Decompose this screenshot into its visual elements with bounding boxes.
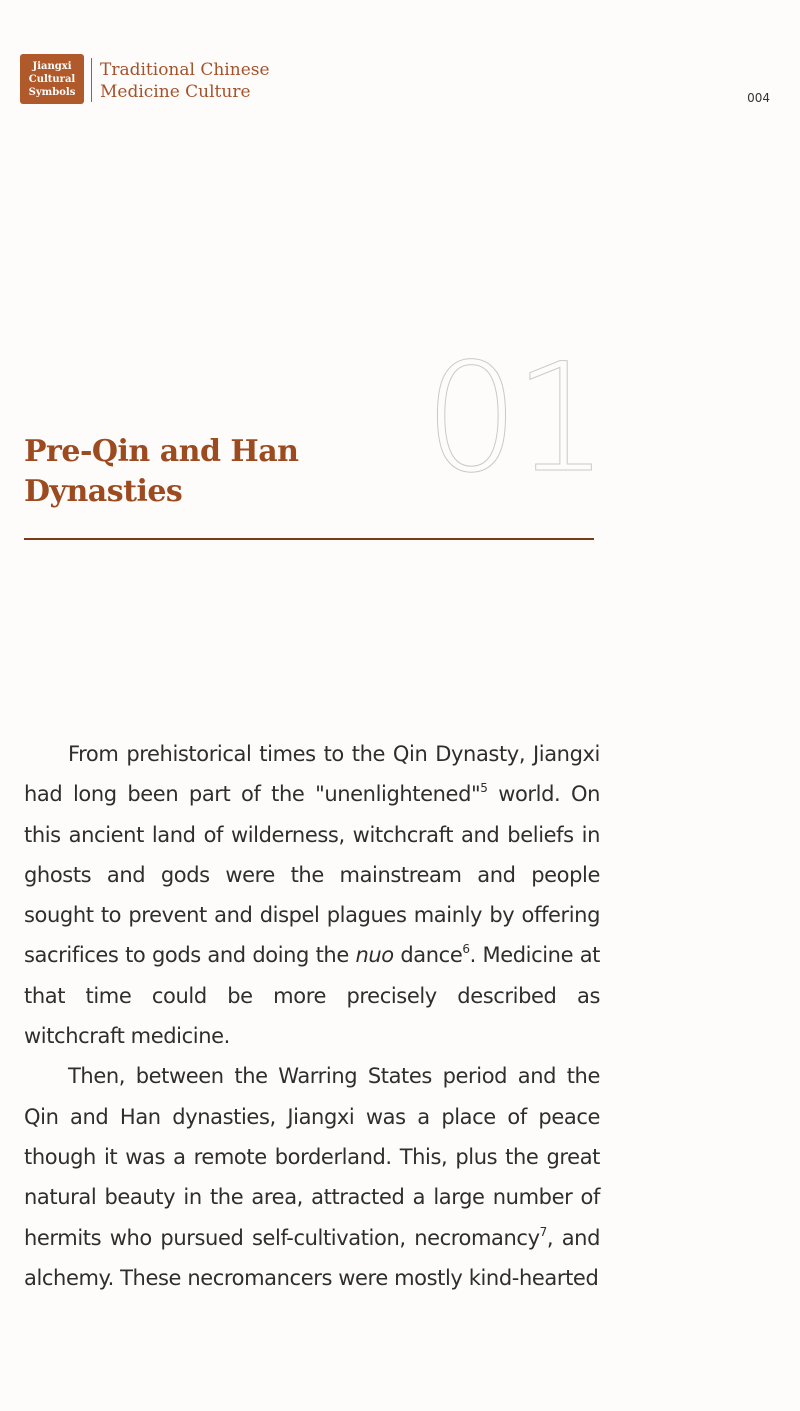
- logo-line-1: Jiangxi: [32, 60, 72, 72]
- body-text: [24, 734, 600, 1298]
- paragraph-1-text-a: From prehistorical times to the Qin Dynasty, Jiangxi had long been part of the "unenlightened": [24, 742, 600, 807]
- chapter-title-line-2: Dynasties: [24, 474, 183, 509]
- header-divider: [91, 58, 92, 102]
- paragraph-2: [24, 1056, 600, 1298]
- italic-term-nuo: nuo: [355, 943, 394, 968]
- chapter-title-line-1: Pre-Qin and Han: [24, 434, 299, 469]
- chapter-title: [24, 432, 298, 512]
- paragraph-1-text-d: . Medicine at that time could be more precisely described as witchcraft medicine.: [24, 943, 601, 1049]
- series-title-line-1: Traditional Chinese: [100, 60, 270, 80]
- footnote-marker-5[interactable]: 5: [480, 781, 488, 796]
- paragraph-2-text-a: Then, between the Warring States period and the Qin and Han dynasties, Jiangxi was a place of peace though it was a remote borderland. This, plus the great natural beauty in the area, attracted a large number of hermits who pursued self-cultivation, necromancy: [24, 1064, 600, 1250]
- series-logo: [20, 54, 84, 104]
- paragraph-1-text-c: dance: [393, 943, 463, 968]
- series-title: [100, 59, 270, 103]
- logo-line-3: Symbols: [28, 86, 76, 98]
- paragraph-1: [24, 734, 600, 1056]
- footnote-marker-6[interactable]: 6: [462, 942, 470, 957]
- logo-line-2: Cultural: [28, 73, 76, 85]
- series-title-line-2: Medicine Culture: [100, 82, 251, 102]
- page-number: 004: [747, 91, 770, 105]
- footnote-marker-7[interactable]: 7: [539, 1224, 547, 1239]
- paragraph-2-text-b: , and alchemy. These necromancers were mostly kind-hearted: [24, 1225, 601, 1290]
- chapter-number: 01: [424, 332, 603, 506]
- title-rule: [24, 538, 594, 540]
- paragraph-1-text-b: world. On this ancient land of wilderness, witchcraft and beliefs in ghosts and gods were the mainstream and people sought to prevent and dispel plagues mainly by offering sacrifices to gods and doing the: [24, 782, 600, 968]
